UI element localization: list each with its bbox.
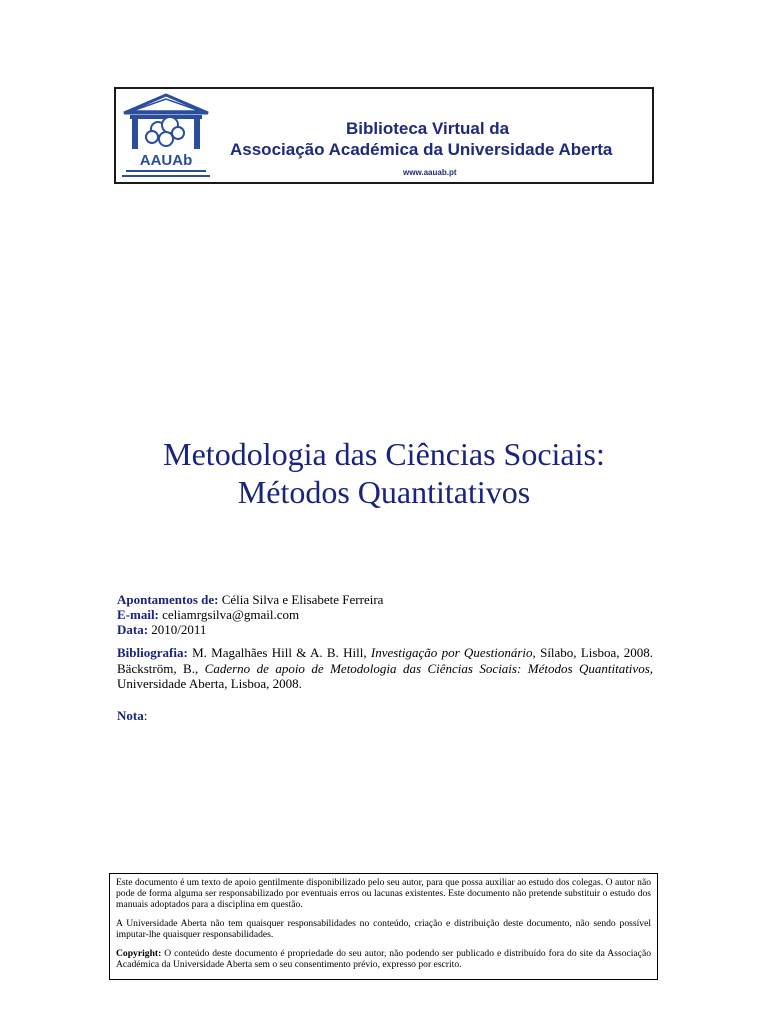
bibliography	[117, 645, 653, 692]
title-line2: Métodos Quantitativos	[237, 474, 531, 510]
title-line1: Metodologia das Ciências Sociais:	[163, 436, 605, 472]
ref1-publisher: , Sílabo, Lisboa, 2008.	[532, 645, 654, 660]
document-meta	[117, 592, 653, 637]
email-label: E-mail:	[117, 607, 159, 622]
copyright-paragraph	[116, 948, 651, 970]
authors-label: Apontamentos de:	[117, 592, 219, 607]
disclaimer-paragraph-2: A Universidade Aberta não tem quaisquer responsabilidades no conteúdo, criação e distribuição deste documento, não sendo possível imputar-lhe quaisquer responsabilidades.	[116, 918, 651, 940]
ref1-title: Investigação por Questionário	[370, 645, 533, 660]
ref2-authors: Bäckström, B.,	[117, 660, 199, 676]
date-label: Data:	[117, 622, 149, 637]
ref1-authors: M. Magalhães Hill & A. B. Hill,	[192, 645, 367, 660]
header-banner	[114, 87, 654, 184]
note-row	[117, 708, 147, 724]
banner-title-line2: Associação Académica da Universidade Aberta	[230, 140, 613, 159]
note-colon: :	[143, 708, 148, 723]
disclaimer-box	[109, 873, 658, 980]
date-value: 2010/2011	[151, 622, 207, 637]
ref2-publisher: , Universidade Aberta, Lisboa, 2008.	[117, 660, 654, 691]
note-label: Nota	[117, 708, 144, 723]
date-row	[117, 622, 653, 637]
email-value[interactable]: celiamrgsilva@gmail.com	[162, 607, 300, 622]
banner-url-link[interactable]: www.aauab.pt	[403, 168, 457, 177]
document-title	[0, 435, 768, 511]
copyright-text: O conteúdo deste documento é propriedade do seu autor, não podendo ser publicado e distribuído fora do site da Associação Académica da Universidade Aberta sem o seu consentimento prévio, expresso por escrito.	[116, 948, 651, 970]
disclaimer-paragraph-1: Este documento é um texto de apoio gentilmente disponibilizado pelo seu autor, para que possa auxiliar ao estudo dos colegas. O autor não pode de forma alguma ser responsabilizado por eventuais erros ou lacunas existentes. Este documento não pretende substituir o estudo dos manuais adoptados para a disciplina em questão.	[116, 877, 651, 910]
ref2-title: Caderno de apoio de Metodologia das Ciências Sociais: Métodos Quantitativos	[204, 660, 650, 676]
authors-row	[117, 592, 653, 607]
authors-value: Célia Silva e Elisabete Ferreira	[221, 592, 384, 607]
svg-text:AAUAb: AAUAb	[139, 152, 193, 169]
bibliography-label: Bibliografia:	[117, 645, 188, 660]
banner-title-line1: Biblioteca Virtual da	[346, 119, 510, 138]
copyright-label: Copyright:	[116, 948, 162, 959]
aauab-logo-icon	[118, 91, 214, 181]
email-row	[117, 607, 653, 622]
